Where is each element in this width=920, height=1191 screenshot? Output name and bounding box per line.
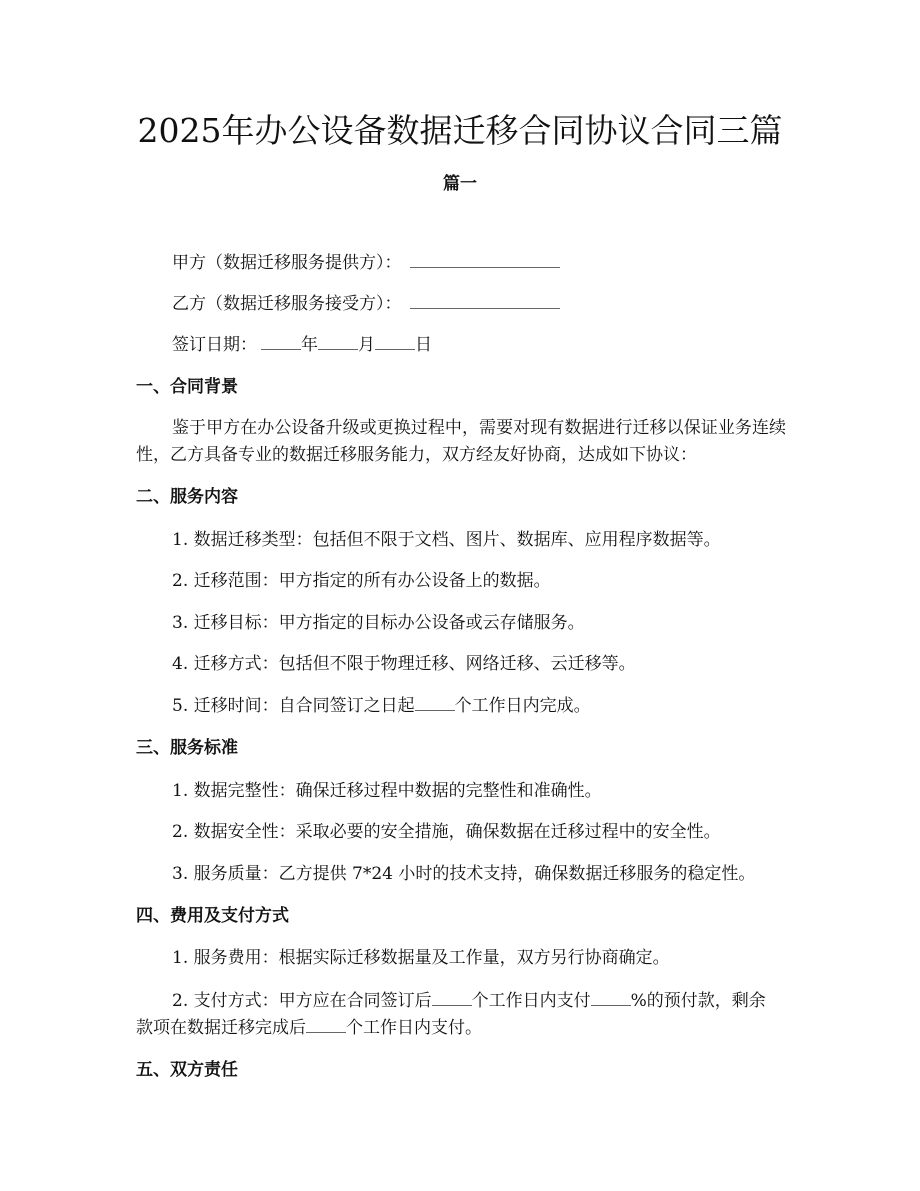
standard-item-2: 2. 数据安全性：采取必要的安全措施，确保数据在迁移过程中的安全性。 — [172, 822, 721, 842]
party-a-label: 甲方（数据迁移服务提供方）： — [172, 253, 402, 273]
service-item-2: 2. 迁移范围：甲方指定的所有办公设备上的数据。 — [172, 571, 551, 591]
standard-item-3: 3. 服务质量：乙方提供 7*24 小时的技术支持，确保数据迁移服务的稳定性。 — [172, 864, 756, 884]
fee-item-2-text-c: %的预付款，剩余 — [630, 991, 766, 1011]
month-label: 月 — [358, 335, 375, 355]
fee-item-2-text-d: 款项在数据迁移完成后 — [136, 1018, 306, 1038]
sign-date-label: 签订日期： — [172, 335, 257, 355]
document-title: 2025年办公设备数据迁移合同协议合同三篇 — [137, 111, 783, 150]
section-heading-4: 四、费用及支付方式 — [136, 906, 289, 926]
party-b-label: 乙方（数据迁移服务接受方）： — [172, 294, 402, 314]
section-heading-3: 三、服务标准 — [136, 738, 238, 758]
service-item-5-suffix: 个工作日内完成。 — [454, 696, 591, 716]
fee-item-2-text-b: 个工作日内支付 — [471, 991, 591, 1011]
party-a-line — [172, 252, 560, 274]
section-heading-1: 一、合同背景 — [136, 377, 238, 397]
party-a-blank[interactable] — [410, 253, 560, 268]
service-item-1: 1. 数据迁移类型：包括但不限于文档、图片、数据库、应用程序数据等。 — [172, 530, 721, 550]
day-label: 日 — [415, 335, 432, 355]
section-heading-2: 二、服务内容 — [136, 487, 238, 507]
service-item-4: 4. 迁移方式：包括但不限于物理迁移、网络迁移、云迁移等。 — [172, 654, 636, 674]
section-1-paragraph: 鉴于甲方在办公设备升级或更换过程中，需要对现有数据进行迁移以保证业务连续性，乙方具备专业的数据迁移服务能力，双方经友好协商，达成如下协议： — [136, 418, 786, 465]
fee-item-1: 1. 服务费用：根据实际迁移数据量及工作量，双方另行协商确定。 — [172, 948, 670, 968]
year-label: 年 — [301, 335, 318, 355]
fee-item-2-text-e: 个工作日内支付。 — [346, 1018, 482, 1038]
fee-item-2-line-2 — [136, 1017, 482, 1039]
service-item-5-text: 5. 迁移时间：自合同签订之日起 — [172, 696, 415, 716]
balance-days-blank[interactable] — [306, 1018, 346, 1033]
party-b-blank[interactable] — [410, 294, 560, 309]
day-blank[interactable] — [375, 335, 415, 350]
prepay-days-blank[interactable] — [432, 991, 472, 1006]
service-item-5 — [172, 695, 591, 717]
month-blank[interactable] — [318, 335, 358, 350]
service-item-3: 3. 迁移目标：甲方指定的目标办公设备或云存储服务。 — [172, 613, 585, 633]
document-subtitle: 篇一 — [443, 174, 477, 194]
party-b-line — [172, 293, 560, 315]
standard-item-1: 1. 数据完整性：确保迁移过程中数据的完整性和准确性。 — [172, 781, 602, 801]
sign-date-line — [172, 334, 432, 356]
section-heading-5: 五、双方责任 — [136, 1060, 238, 1080]
fee-item-2-text: 2. 支付方式：甲方应在合同签订后 — [172, 991, 432, 1011]
fee-item-2-line-1 — [172, 990, 766, 1012]
year-blank[interactable] — [261, 335, 301, 350]
days-blank[interactable] — [415, 696, 455, 711]
prepay-percent-blank[interactable] — [591, 991, 631, 1006]
